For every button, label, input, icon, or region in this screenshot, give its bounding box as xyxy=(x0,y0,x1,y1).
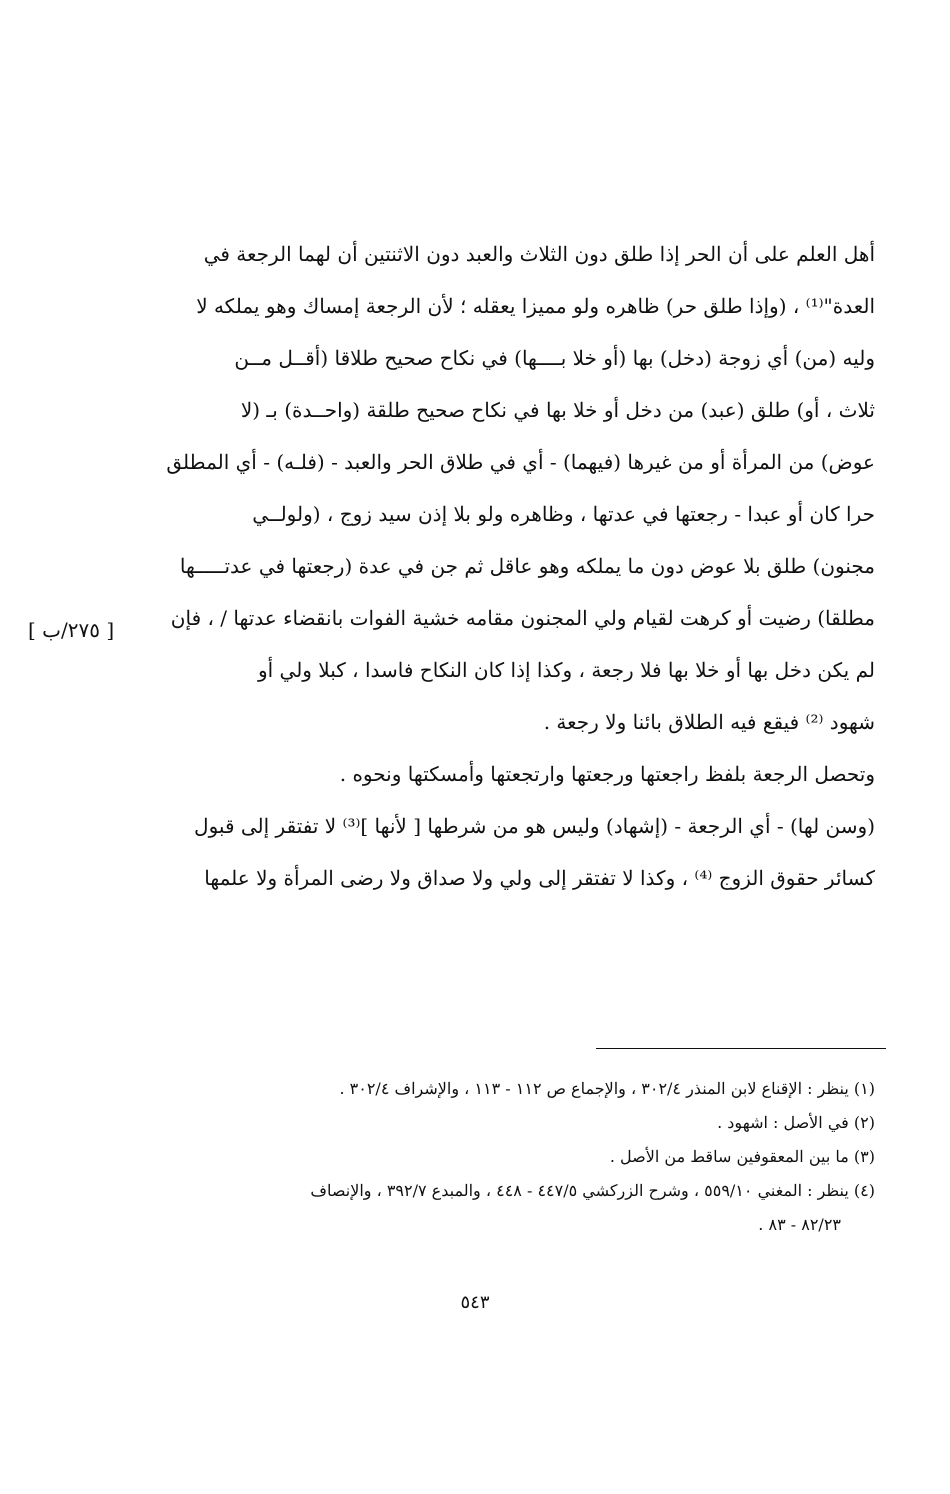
text-line: ثلاث ، أو) طلق (عبد) من دخل أو خلا بها في نكاح صحيح طلقة (واحــدة) بـ (لا xyxy=(240,398,875,422)
page-number: ٥٤٣ xyxy=(460,1292,490,1313)
text-line: شهود ⁽²⁾ فيقع فيه الطلاق بائنا ولا رجعة . xyxy=(543,710,875,734)
text-line: وليه (من) أي زوجة (دخل) بها (أو خلا بــــها) في نكاح صحيح طلاقا (أقــل مــن xyxy=(234,346,875,370)
folio-margin-note: [ ٢٧٥/ب ] xyxy=(28,618,115,642)
footnote-continuation: ٨٢/٢٣ - ٨٣ . xyxy=(758,1215,841,1234)
text-line: (وسن لها) - أي الرجعة - (إشهاد) وليس هو من شرطها [ لأنها ]⁽³⁾ لا تفتقر إلى قبول xyxy=(194,814,875,838)
text-line: عوض) من المرأة أو من غيرها (فيهما) - أي في طلاق الحر والعبد - (فلـه) - أي المطلق xyxy=(166,450,875,474)
footnote: (٤) ينظر : المغني ٥٥٩/١٠ ، وشرح الزركشي ٤٤٧/٥ - ٤٤٨ ، والمبدع ٣٩٢/٧ ، والإنصاف xyxy=(310,1181,875,1200)
footnote-divider xyxy=(596,1048,886,1049)
text-line: لم يكن دخل بها أو خلا بها فلا رجعة ، وكذا إذا كان النكاح فاسدا ، كبلا ولي أو xyxy=(257,658,875,682)
text-line: حرا كان أو عبدا - رجعتها في عدتها ، وظاهره ولو بلا إذن سيد زوج ، (ولولــي xyxy=(252,502,875,526)
footnote: (٣) ما بين المعقوفين ساقط من الأصل . xyxy=(609,1147,875,1166)
main-text xyxy=(135,228,875,904)
text-line: مطلقا) رضيت أو كرهت لقيام ولي المجنون مقامه خشية الفوات بانقضاء عدتها / ، فإن xyxy=(170,606,875,630)
footnote: (١) ينظر : الإقناع لابن المنذر ٣٠٢/٤ ، والإجماع ص ١١٢ - ١١٣ ، والإشراف ٣٠٢/٤ . xyxy=(339,1079,875,1098)
text-line: وتحصل الرجعة بلفظ راجعتها ورجعتها وارتجعتها وأمسكتها ونحوه . xyxy=(339,762,875,786)
text-line: أهل العلم على أن الحر إذا طلق دون الثلاث والعبد دون الاثنتين أن لهما الرجعة في xyxy=(203,242,875,266)
footnote: (٢) في الأصل : اشهود . xyxy=(717,1113,875,1132)
text-line: كسائر حقوق الزوج ⁽⁴⁾ ، وكذا لا تفتقر إلى ولي ولا صداق ولا رضى المرأة ولا علمها xyxy=(204,866,875,890)
text-line: العدة"⁽¹⁾ ، (وإذا طلق حر) ظاهره ولو مميزا يعقله ؛ لأن الرجعة إمساك وهو يملكه لا xyxy=(196,294,875,318)
text-line: مجنون) طلق بلا عوض دون ما يملكه وهو عاقل ثم جن في عدة (رجعتها في عدتـــــها xyxy=(179,554,875,578)
footnotes xyxy=(135,1072,875,1242)
